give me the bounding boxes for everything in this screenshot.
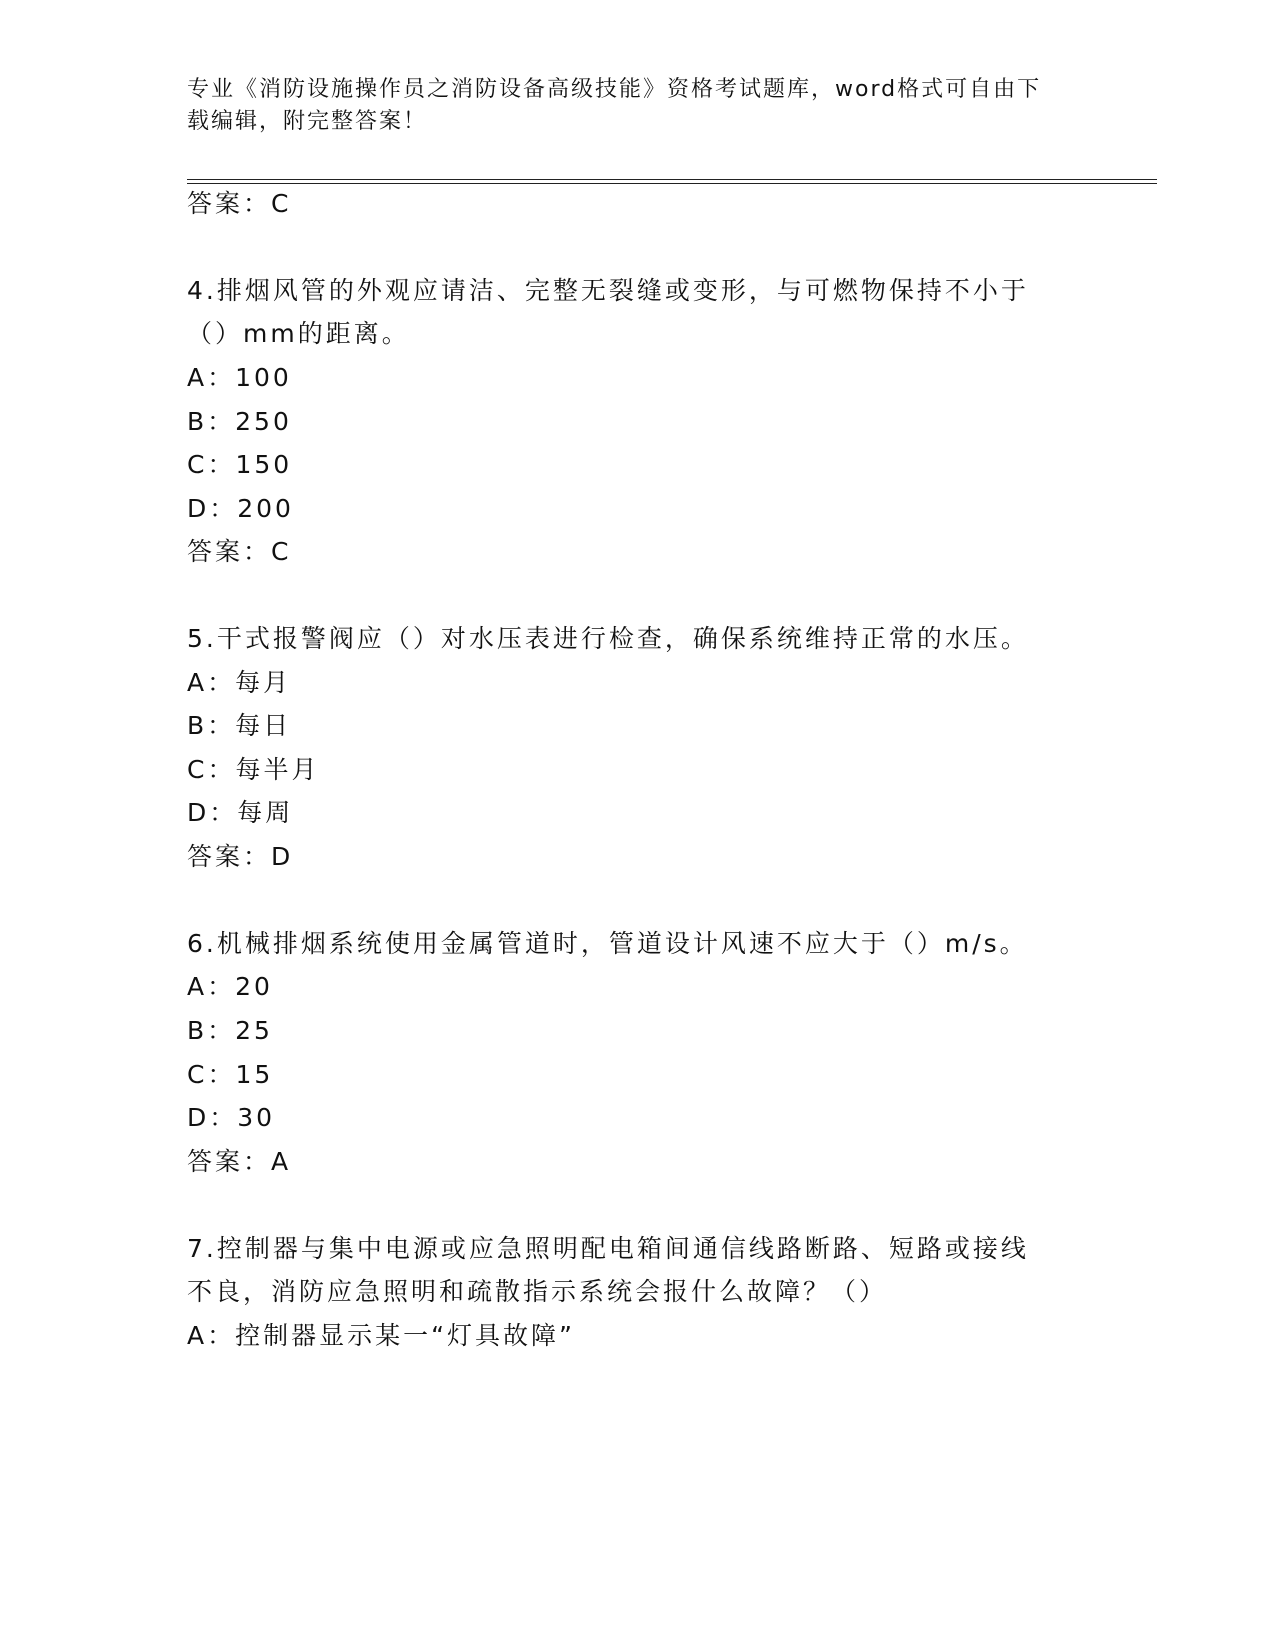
question-5-option-d: D：每周 [187,798,294,827]
header-divider-top [187,179,1157,180]
question-7-line-1: 7.控制器与集中电源或应急照明配电箱间通信线路断路、短路或接线 [187,1234,1029,1263]
question-7-line-2: 不良，消防应急照明和疏散指示系统会报什么故障？（） [187,1277,888,1306]
header-line-1: 专业《消防设施操作员之消防设备高级技能》资格考试题库，word格式可自由下 [187,77,1042,102]
answer-6: 答案：A [187,1147,292,1176]
answer-5: 答案：D [187,842,294,871]
question-5-option-c: C：每半月 [187,755,320,784]
answer-4: 答案：C [187,537,292,566]
header-divider-bottom [187,183,1157,184]
document-header [187,74,1067,138]
question-4-option-a: A：100 [187,363,292,392]
question-5-option-b: B：每日 [187,711,292,740]
question-4-option-c: C：150 [187,450,293,479]
question-6-option-a: A：20 [187,972,273,1001]
question-6-option-b: B：25 [187,1016,273,1045]
answer-3: 答案：C [187,189,292,218]
question-6-line-1: 6.机械排烟系统使用金属管道时，管道设计风速不应大于（）m/s。 [187,929,1028,958]
question-5-line-1: 5.干式报警阀应（）对水压表进行检查，确保系统维持正常的水压。 [187,624,1029,653]
question-7-option-a: A：控制器显示某一“灯具故障” [187,1321,576,1350]
question-4-option-d: D：200 [187,494,294,523]
question-4-option-b: B：250 [187,407,292,436]
question-4-line-1: 4.排烟风管的外观应请洁、完整无裂缝或变形，与可燃物保持不小于 [187,276,1029,305]
question-4-line-2: （）mm的距离。 [187,319,410,348]
question-6-option-d: D：30 [187,1103,276,1132]
header-line-2: 载编辑，附完整答案！ [187,109,428,134]
question-6-option-c: C：15 [187,1060,274,1089]
question-5-option-a: A：每月 [187,668,292,697]
